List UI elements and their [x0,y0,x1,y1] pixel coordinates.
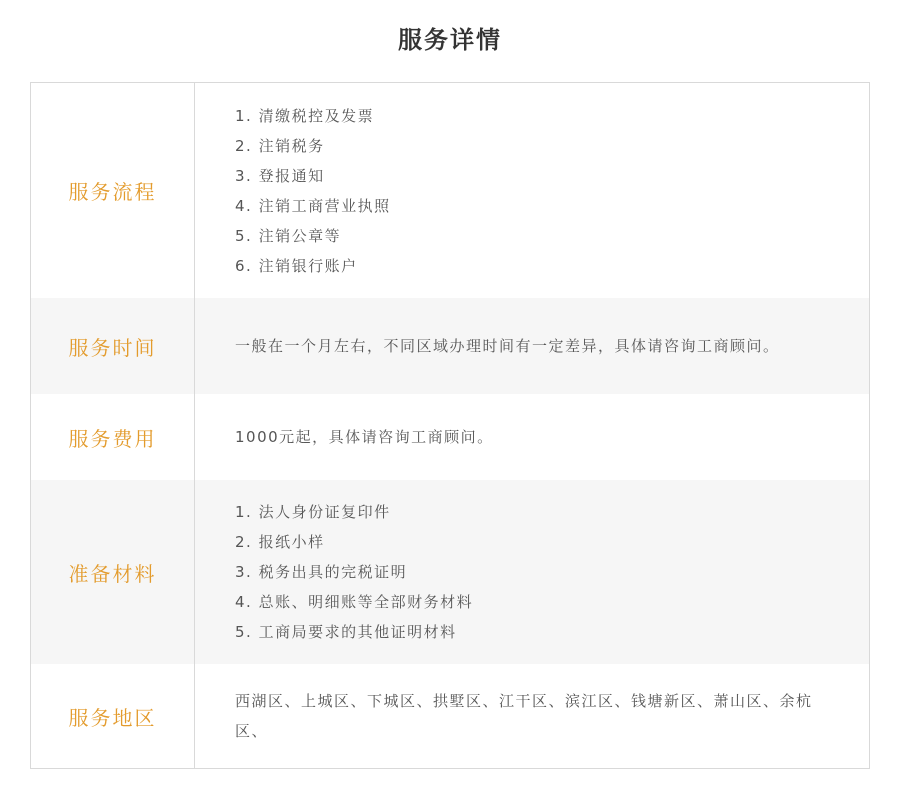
service-area-text: 西湖区、上城区、下城区、拱墅区、江干区、滨江区、钱塘新区、萧山区、余杭区、 [235,692,813,740]
row-required-materials [31,480,869,664]
label-cell [31,83,195,298]
row-label-service-time: 服务时间 [68,335,157,360]
list-item: 3. 税务出具的完税证明 [235,563,408,581]
row-service-area [31,664,869,768]
content-cell [195,394,869,480]
row-service-time [31,298,869,394]
list-item: 4. 注销工商营业执照 [235,196,391,215]
list-item: 5. 注销公章等 [235,226,342,245]
content-cell [195,298,869,394]
label-cell [31,394,195,480]
label-cell [31,480,195,664]
content-cell [195,83,869,298]
label-cell [31,298,195,394]
row-service-process [31,83,869,298]
row-label-service-area: 服务地区 [68,705,157,730]
list-item: 2. 注销税务 [235,136,325,155]
service-details-table [30,82,870,769]
row-label-service-fee: 服务费用 [68,426,157,451]
list-item: 2. 报纸小样 [235,533,325,551]
content-cell [195,480,869,664]
list-item: 4. 总账、明细账等全部财务材料 [235,593,474,611]
content-cell [195,664,869,768]
list-item: 1. 法人身份证复印件 [235,503,391,521]
service-time-text: 一般在一个月左右，不同区域办理时间有一定差异，具体请咨询工商顾问。 [235,337,780,355]
label-cell [31,664,195,768]
list-item: 1. 清缴税控及发票 [235,106,375,125]
service-fee-text: 1000元起，具体请咨询工商顾问。 [235,428,494,446]
list-item: 6. 注销银行账户 [235,256,358,275]
page-title: 服务详情 [398,26,502,54]
list-item: 5. 工商局要求的其他证明材料 [235,623,457,641]
list-item: 3. 登报通知 [235,166,325,185]
row-service-fee [31,394,869,480]
row-label-required-materials: 准备材料 [68,561,157,586]
row-label-service-process: 服务流程 [68,180,157,204]
